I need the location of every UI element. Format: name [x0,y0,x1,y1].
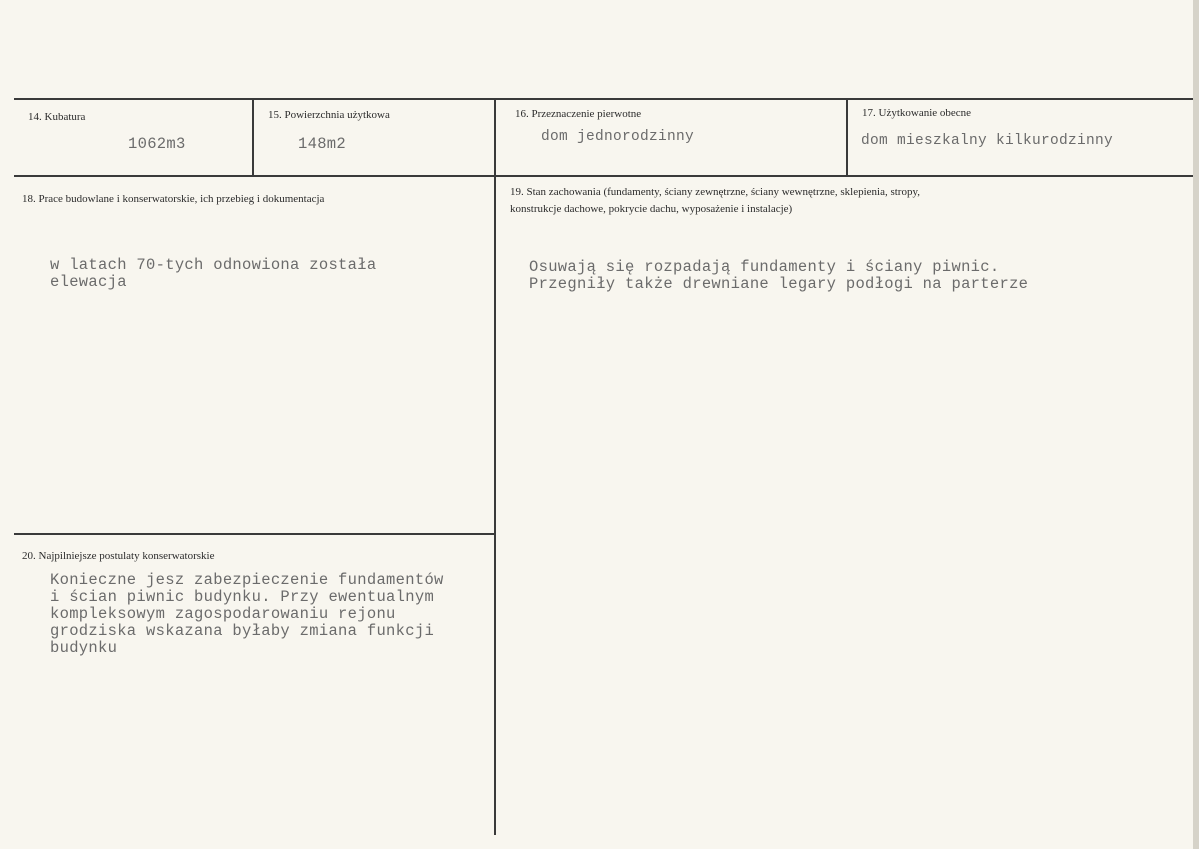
field-17-value: dom mieszkalny kilkurodzinny [861,133,1114,149]
col2-divider [494,99,496,835]
field-20-value: Konieczne jesz zabezpieczenie fundamentów i ścian piwnic budynku. Przy ewentualnym kompleksowym zagospodarowaniu rejonu grodziska wskazana byłaby zmiana funkcji budynku [50,571,444,657]
field-16-value: dom jednorodzinny [541,129,695,145]
field-16-label: 16. Przeznaczenie pierwotne [515,108,642,120]
field-19-value: Osuwają się rozpadają fundamenty i ściany piwnic. Przegniły także drewniane legary podłogi na parterze [529,258,1029,293]
field-14-label: 14. Kubatura [28,111,86,123]
paper-edge [1193,0,1199,849]
row1-bottom-rule [14,175,1196,177]
field-18-value: w latach 70-tych odnowiona została elewacja [50,256,377,291]
field-19-label: 19. Stan zachowania (fundamenty, ściany zewnętrzne, ściany wewnętrzne, sklepienia, stropy, konstrukcje dachowe, pokrycie dachu, wyposażenie i instalacje) [510,186,921,215]
field-14-value: 1062m3 [128,135,186,153]
field-20-label: 20. Najpilniejsze postulaty konserwatorskie [22,550,215,562]
field-15-value: 148m2 [298,135,347,153]
field-17-label: 17. Użytkowanie obecne [862,107,972,119]
col3-divider [846,99,848,176]
field-15-label: 15. Powierzchnia użytkowa [268,109,390,121]
col1-divider [252,99,254,176]
top-rule [14,98,1196,100]
box18-bottom-rule [14,533,496,535]
field-18-label: 18. Prace budowlane i konserwatorskie, ich przebieg i dokumentacja [22,193,325,205]
